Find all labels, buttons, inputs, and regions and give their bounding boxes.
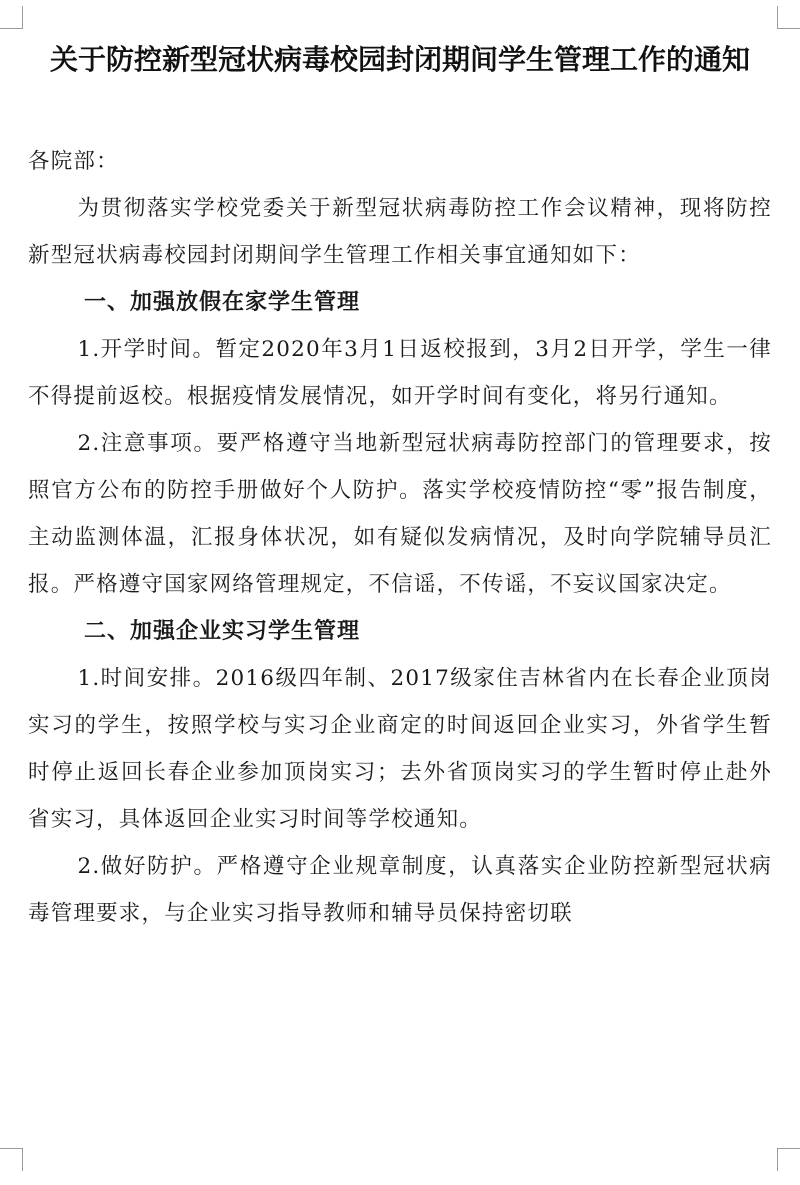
section2-item1: 1.时间安排。2016级四年制、2017级家住吉林省内在长春企业顶岗实习的学生，按照学校与实习企业商定的时间返回企业实习，外省学生暂时停止返回长春企业参加顶岗实习；去外省顶岗实习的学生暂时停止赴外省实习，具体返回企业实习时间等学校通知。 [28, 666, 772, 832]
section-heading-2: 二、加强企业实习学生管理 [84, 619, 361, 644]
section1-item2: 2.注意事项。要严格遵守当地新型冠状病毒防控部门的管理要求，按照官方公布的防控手册做好个人防护。落实学校疫情防控“零”报告制度，主动监测体温，汇报身体状况，如有疑似发病情况，及时向学院辅导员汇报。严格遵守国家网络管理规定，不信谣，不传谣，不妄议国家决定。 [28, 431, 772, 597]
page-corner-mark-top-right [777, 6, 800, 29]
document-title: 关于防控新型冠状病毒校园封闭期间学生管理工作的通知 [49, 43, 750, 76]
section1-item1: 1.开学时间。暂定2020年3月1日返校报到，3月2日开学，学生一律不得提前返校。根据疫情发展情况，如开学时间有变化，将另行通知。 [28, 337, 772, 409]
document-body [28, 138, 772, 937]
intro-paragraph: 为贯彻落实学校党委关于新型冠状病毒防控工作会议精神，现将防控新型冠状病毒校园封闭期间学生管理工作相关事宜通知如下： [28, 196, 772, 268]
page-corner-mark-bottom-left [0, 1148, 23, 1171]
greeting: 各院部： [28, 149, 119, 174]
section2-item2: 2.做好防护。严格遵守企业规章制度，认真落实企业防控新型冠状病毒管理要求，与企业实习指导教师和辅导员保持密切联 [28, 854, 772, 926]
page-corner-mark-top-left [0, 6, 23, 29]
page-corner-mark-bottom-right [777, 1148, 800, 1171]
section-heading-1: 一、加强放假在家学生管理 [84, 290, 361, 315]
